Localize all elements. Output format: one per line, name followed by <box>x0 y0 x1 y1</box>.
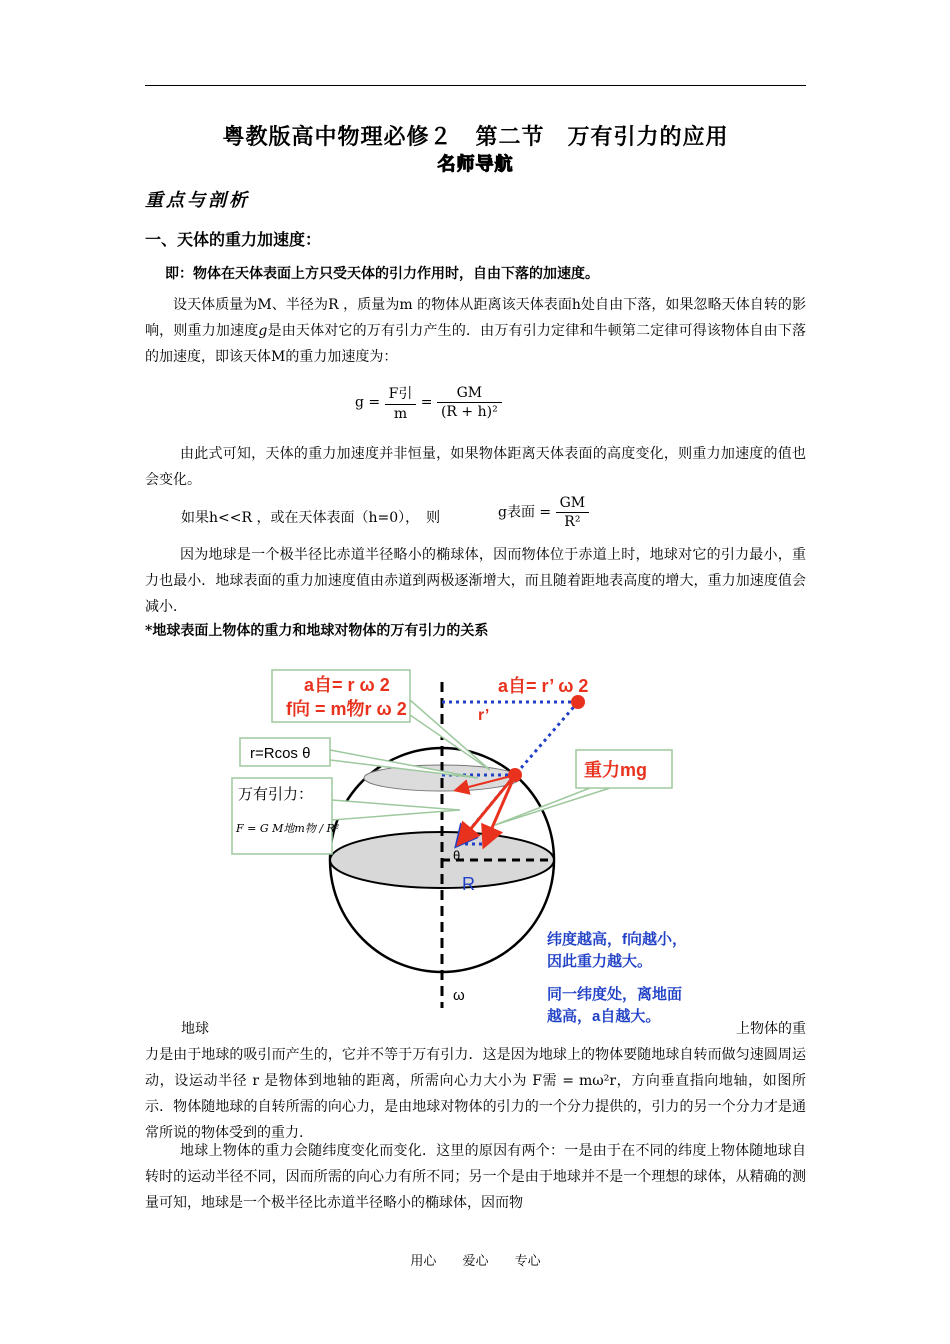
paragraph-3-lead: 如果h<<R ，或在天体表面（h=0）， 则 <box>181 510 441 526</box>
accel-box-line-2: f向 = m物r ω 2 <box>286 699 407 719</box>
page-footer: 用心 爱心 专心 <box>410 1254 541 1269</box>
g-symbol: g <box>258 323 268 339</box>
theta-symbol: θ <box>453 848 461 863</box>
section-heading: 一、天体的重力加速度： <box>145 230 322 249</box>
note-2-line-1: 同一纬度处，离地面 <box>547 986 683 1003</box>
gravity-label: 重力mg <box>584 760 647 780</box>
blue-dotted-connector <box>515 702 578 775</box>
paragraph-1: 设天体质量为M、半径为R ，质量为m 的物体从距离该天体表面h处自由下落，如果忽略天体自转的影响，则重力加速度g是由天体对它的万有引力产生的．由万有引力定律和牛顿第二定律可得该物体自由下落的加速度，即该天体M的重力加速度为： <box>145 297 807 365</box>
paragraph-5-start: 地球 <box>181 1021 209 1037</box>
r-label: R <box>462 874 475 894</box>
fraction-gm-over-distance: $\frac{GM}{\text{(R + h)²}}$ <box>437 385 502 420</box>
surface-gravity-equation: g表面 = $\frac{GM}{\text{R²}}$ <box>498 495 589 530</box>
paragraph-4: 因为地球是一个极半径比赤道半径略小的椭球体，因而物体位于赤道上时，地球对它的引力最小，重力也最小．地球表面的重力加速度值由赤道到两极逐渐增大，而且随着距地表高度的增大，重力加速度值会减小. <box>145 547 806 615</box>
omega-label: ω <box>453 987 465 1004</box>
key-section-heading: 重点与剖析 <box>145 190 250 211</box>
relation-heading: *地球表面上物体的重力和地球对物体的万有引力的关系 <box>145 623 489 639</box>
definition-text: 即：物体在天体表面上方只受天体的引力作用时，自由下落的加速度。 <box>165 266 599 282</box>
note-1-line-1: 纬度越高，f向越小， <box>547 931 687 948</box>
paragraph-5: 力是由于地球的吸引而产生的，它并不等于万有引力．这是因为地球上的物体要随地球自转而做匀速圆周运动，设运动半径 r 是物体到地轴的距离，所需向心力大小为 F需 = mω²r，方向垂直指向地轴，如图所示．物体随地球的自转所需的向心力，是由地球对物体的引力的一个分力提供的，引力的另一个分力才是通常所说的物体受到的重力. <box>145 1047 806 1141</box>
page-subtitle: 名师导航 <box>437 154 514 175</box>
page-title: 粤教版高中物理必修２ 第二节 万有引力的应用 <box>222 125 729 150</box>
note-1-line-2: 因此重力越大。 <box>547 953 653 970</box>
top-right-accel-label: a自= r’ ω 2 <box>498 676 589 696</box>
paragraph-5-right: 上物体的重 <box>736 1021 806 1037</box>
accel-box-line-1: a自= r ω 2 <box>304 675 390 695</box>
r-prime-label: r’ <box>478 707 490 724</box>
wanyou-formula: F = G M地m物 / R² <box>236 822 340 835</box>
note-2-line-2: 越高，a自越大。 <box>547 1008 661 1025</box>
paragraph-6: 地球上物体的重力会随纬度变化而变化．这里的原因有两个：一是由于在不同的纬度上物体随地球自转时的运动半径不同，因而所需的向心力有所不同；另一个是由于地球并不是一个理想的球体，从精确的测量可知，地球是一个极半径比赤道半径略小的椭球体，因而物 <box>145 1143 806 1211</box>
object-dot-outer <box>571 695 585 709</box>
fraction-gm-over-r2: $\frac{GM}{\text{R²}}$ <box>556 495 590 530</box>
header-rule <box>145 85 806 86</box>
gravity-acceleration-equation: g = $\frac{\text{F引}}{m}$ = $\frac{GM}{\text{(R + h)²}}$ <box>355 383 502 422</box>
fraction-force-over-mass: $\frac{\text{F引}}{m}$ <box>385 383 417 422</box>
earth-gravity-diagram <box>220 660 740 1030</box>
paragraph-2: 由此式可知，天体的重力加速度并非恒量，如果物体距离天体表面的高度变化，则重力加速度的值也会变化。 <box>145 446 806 488</box>
rcos-label: r=Rcos θ <box>250 745 311 762</box>
object-dot <box>508 768 522 782</box>
wanyou-label: 万有引力： <box>238 786 314 803</box>
